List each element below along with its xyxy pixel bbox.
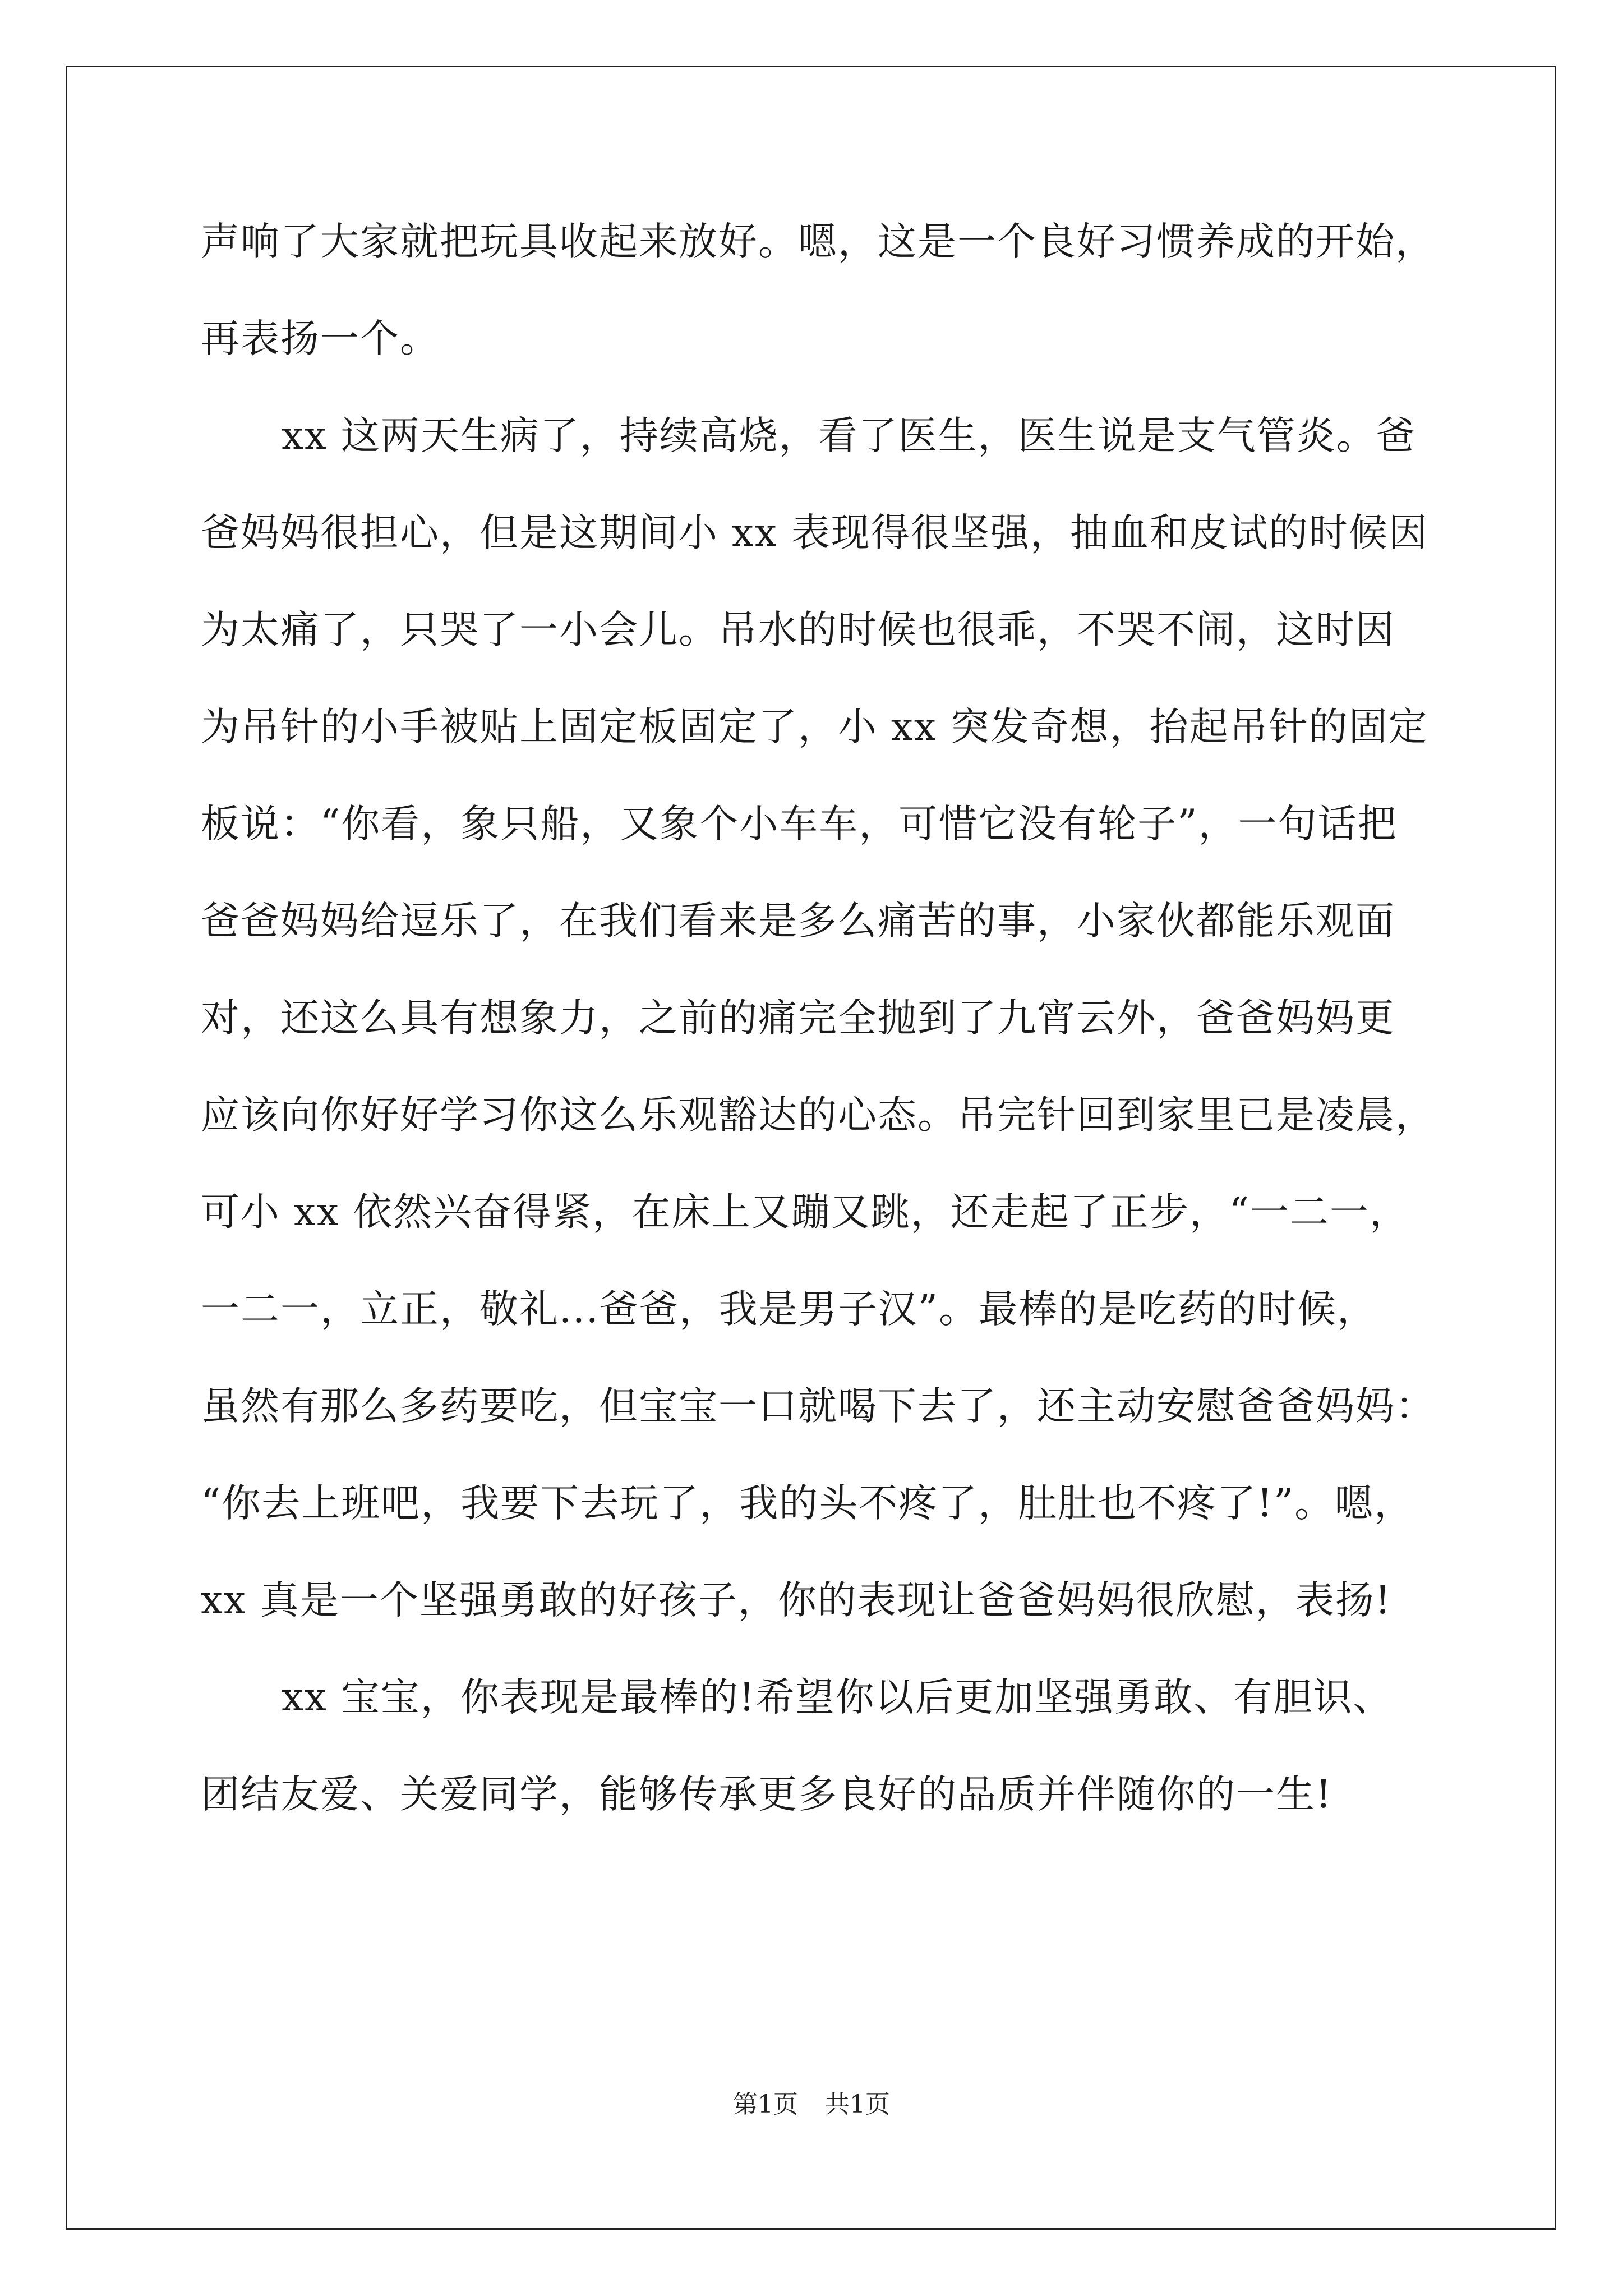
text-line: “你去上班吧，我要下去玩了，我的头不疼了，肚肚也不疼了!”。嗯， <box>201 1481 1414 1526</box>
text-line: xx 真是一个坚强勇敢的好孩子，你的表现让爸爸妈妈很欣慰，表扬! <box>201 1578 1392 1623</box>
text-line: 声响了大家就把玩具收起来放好。嗯，这是一个良好习惯养成的开始， <box>201 219 1435 264</box>
text-line: 为太痛了，只哭了一小会儿。吊水的时候也很乖，不哭不闹，这时因 <box>201 608 1395 652</box>
text-line: 爸妈妈很担心，但是这期间小 xx 表现得很坚强，抽血和皮试的时候因 <box>201 510 1428 555</box>
text-line: 一二一，立正，敬礼...爸爸，我是男子汉”。最棒的是吃药的时候， <box>201 1287 1377 1332</box>
text-line: xx 这两天生病了，持续高烧，看了医生，医生说是支气管炎。爸 <box>282 413 1416 458</box>
page-total: 共1页 <box>825 2090 890 2119</box>
document-body <box>201 215 1435 1865</box>
text-line: 团结友爱、关爱同学，能够传承更多良好的品质并伴随你的一生! <box>201 1772 1332 1817</box>
text-line: 板说：“你看，象只船，又象个小车车，可惜它没有轮子”，一句话把 <box>201 802 1398 846</box>
text-line: 应该向你好好学习你这么乐观豁达的心态。吊完针回到家里已是凌晨， <box>201 1093 1435 1138</box>
text-line: 可小 xx 依然兴奋得紧，在床上又蹦又跳，还走起了正步，“一二一， <box>201 1190 1409 1235</box>
text-line: 爸爸妈妈给逗乐了，在我们看来是多么痛苦的事，小家伙都能乐观面 <box>201 899 1395 944</box>
text-line: xx 宝宝，你表现是最棒的!希望你以后更加坚强勇敢、有胆识、 <box>282 1675 1393 1720</box>
text-line: 虽然有那么多药要吃，但宝宝一口就喝下去了，还主动安慰爸爸妈妈： <box>201 1384 1435 1429</box>
text-line: 再表扬一个。 <box>201 316 440 361</box>
page-number: 第1页 <box>733 2090 798 2119</box>
page-footer <box>0 2084 1623 2120</box>
text-line: 对，还这么具有想象力，之前的痛完全抛到了九宵云外，爸爸妈妈更 <box>201 996 1395 1041</box>
text-line: 为吊针的小手被贴上固定板固定了，小 xx 突发奇想，抬起吊针的固定 <box>201 705 1428 749</box>
